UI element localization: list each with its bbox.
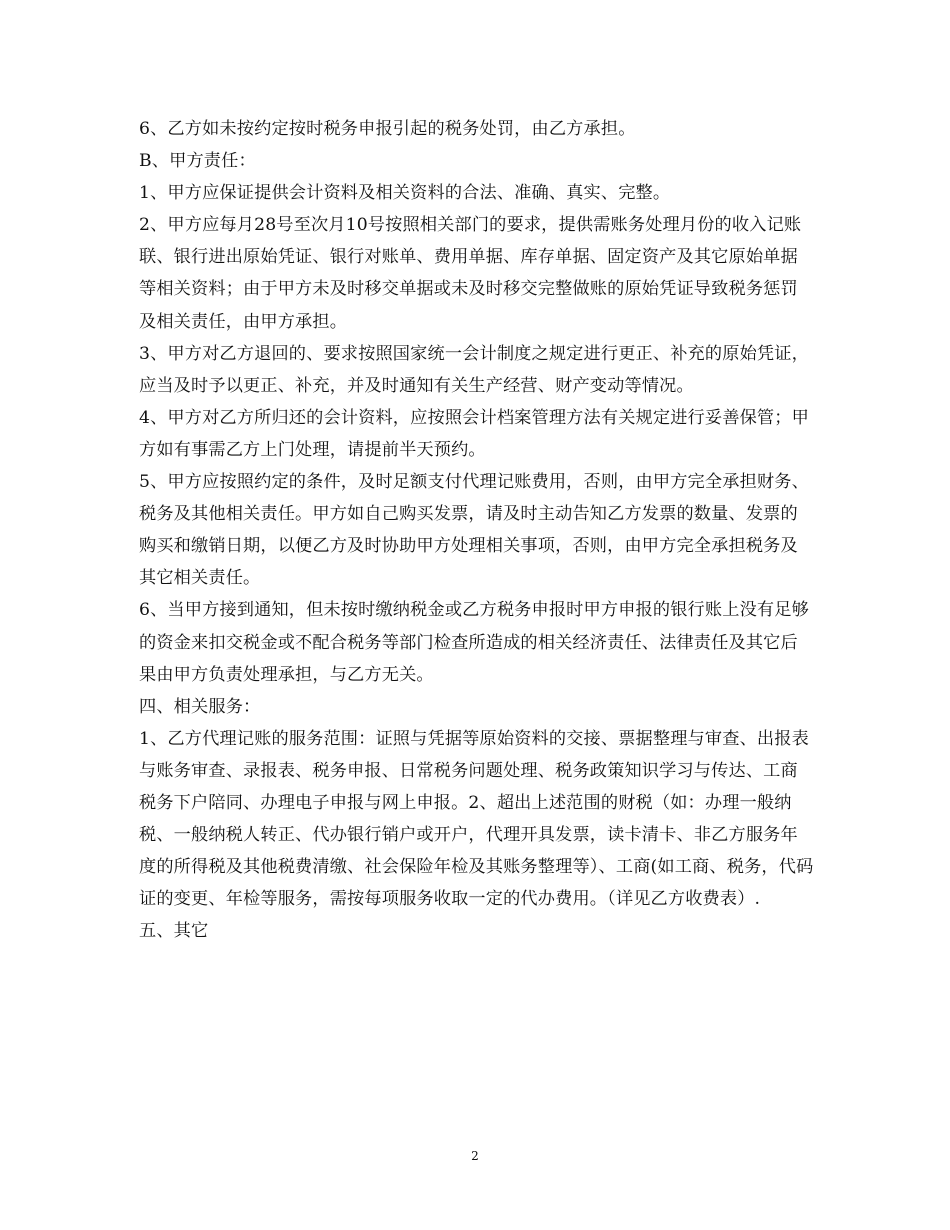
clause-a3-corrections: 3、甲方对乙方退回的、要求按照国家统一会计制度之规定进行更正、补充的原始凭证，应当及时予以更正、补充，并及时通知有关生产经营、财产变动等情况。: [139, 343, 809, 396]
clause-a2-monthly-documents: 2、甲方应每月28号至次月10号按照相关部门的要求，提供需账务处理月份的收入记账联、银行进出原始凭证、银行对账单、费用单据、库存单据、固定资产及其它原始单据等相关资料；由于甲方未及时移交单据或未及时移交完整做账的原始凭证导致税务惩罚及相关责任，由甲方承担。: [139, 215, 802, 332]
clause-b6-tax-penalty: 6、乙方如未按约定按时税务申报引起的税务处罚，由乙方承担。: [139, 119, 636, 139]
page-number: 2: [471, 1149, 479, 1163]
section-heading-related-services: 四、相关服务：: [139, 696, 261, 717]
clause-a6-liability: 6、当甲方接到通知，但未按时缴纳税金或乙方税务申报时甲方申报的银行账上没有足够的资金来扣交税金或不配合税务等部门检查所造成的相关经济责任、法律责任及其它后果由甲方负责处理承担，与乙方无关。: [139, 600, 809, 685]
section-heading-other: 五、其它: [139, 921, 209, 942]
clause-a4-archives: 4、甲方对乙方所归还的会计资料，应按照会计档案管理方法有关规定进行妥善保管；甲方如有事需乙方上门处理，请提前半天预约。: [139, 407, 809, 460]
document-body: [139, 113, 815, 947]
clause-services-scope: 1、乙方代理记账的服务范围：证照与凭据等原始资料的交接、票据整理与审查、出报表与账务审查、录报表、税务申报、日常税务问题处理、税务政策知识学习与传达、工商税务下户陪同、办理电子申报与网上申报。2、超出上述范围的财税（如：办理一般纳税、一般纳税人转正、代办银行销户或开户，代理开具发票，读卡清卡、非乙方服务年度的所得税及其他税费清缴、社会保险年检及其账务整理等）、工商(如工商、税务，代码证的变更、年检等服务，需按每项服务收取一定的代办费用。（详见乙方收费表）.: [139, 728, 814, 910]
section-heading-party-a-responsibility: B、甲方责任：: [139, 151, 256, 172]
clause-a5-payment: 5、甲方应按照约定的条件，及时足额支付代理记账费用，否则，由甲方完全承担财务、税务及其他相关责任。甲方如自己购买发票，请及时主动告知乙方发票的数量、发票的购买和缴销日期，以便乙方及时协助甲方处理相关事项，否则，由甲方完全承担税务及其它相关责任。: [139, 472, 809, 589]
clause-a1-materials: 1、甲方应保证提供会计资料及相关资料的合法、准确、真实、完整。: [139, 183, 671, 204]
